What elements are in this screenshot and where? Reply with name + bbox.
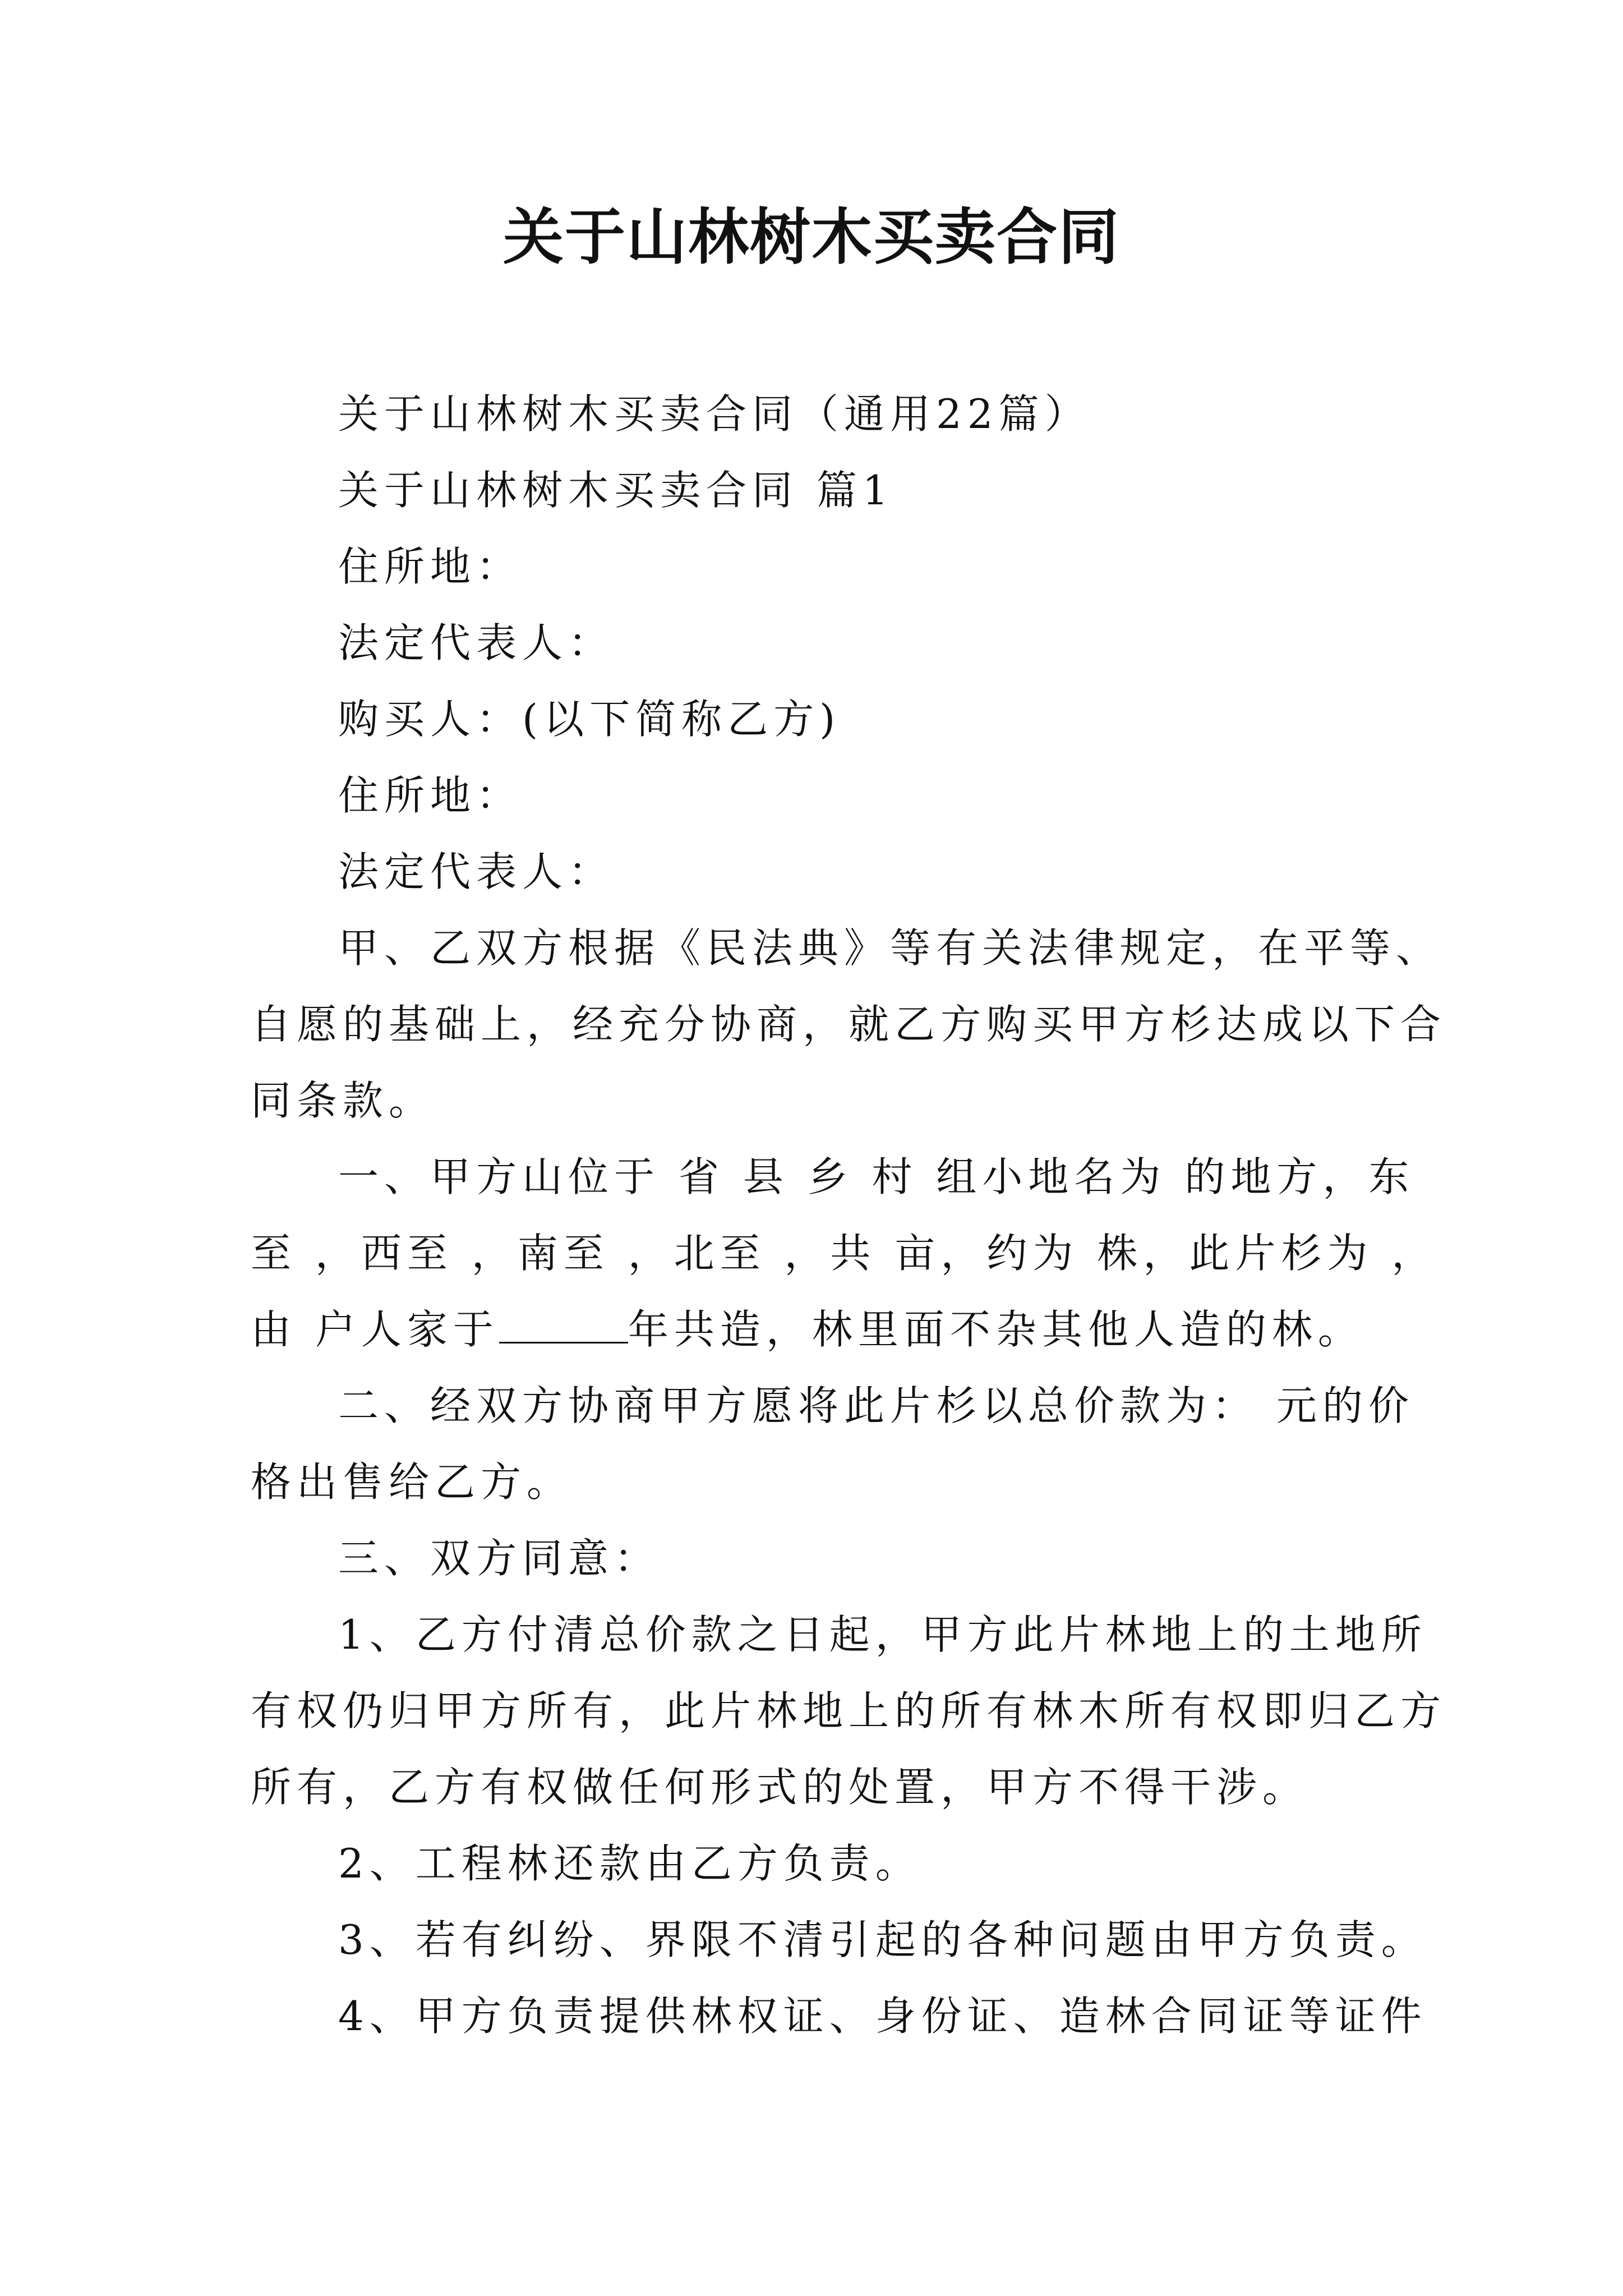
clause-3-item-3: 3、若有纠纷、界限不清引起的各种问题由甲方负责。 (338, 1916, 1427, 1963)
clause-3-item-1-line-2: 有权仍归甲方所有，此片林地上的所有林木所有权即归乙方 (251, 1687, 1447, 1734)
section-heading: 关于山林树木买卖合同 篇1 (338, 467, 894, 514)
clause-1-line-3 (251, 1291, 1384, 1368)
intro-line-2: 自愿的基础上，经充分协商，就乙方购买甲方杉达成以下合 (251, 1001, 1447, 1048)
field-residence-1: 住所地： (338, 543, 523, 590)
clause-1-line-2: 至 ，西至 ，南至 ，北至 ，共 亩，约为 株，此片杉为 ， (251, 1230, 1438, 1277)
document-subtitle: 关于山林树木买卖合同（通用22篇） (338, 390, 1091, 438)
document-body (251, 376, 1447, 2054)
intro-line-3: 同条款。 (251, 1077, 435, 1124)
clause-3-item-4: 4、甲方负责提供林权证、身份证、造林合同证等证件 (338, 1993, 1427, 2040)
clause-3-item-1-line-3: 所有，乙方有权做任何形式的处置，甲方不得干涉。 (251, 1764, 1309, 1811)
clause-1-line-3-after: 年共造，林里面不杂其他人造的林。 (628, 1306, 1364, 1353)
field-buyer: 购买人：(以下简称乙方) (338, 696, 841, 743)
field-residence-2: 住所地： (338, 772, 523, 819)
field-legal-rep-2: 法定代表人： (338, 848, 615, 895)
clause-2-line-2: 格出售给乙方。 (251, 1458, 573, 1506)
document-title: 关于山林树木买卖合同 (502, 202, 1120, 273)
clause-3-item-1-line-1: 1、乙方付清总价款之日起，甲方此片林地上的土地所 (338, 1611, 1427, 1658)
clause-1-line-3-before: 由 户人家于 (251, 1306, 499, 1353)
field-legal-rep-1: 法定代表人： (338, 619, 615, 666)
clause-2-line-1: 二、经双方协商甲方愿将此片杉以总价款为： 元的价 (338, 1382, 1414, 1429)
year-blank (499, 1308, 628, 1343)
clause-1-line-1: 一、甲方山位于 省 县 乡 村 组小地名为 的地方，东 (338, 1153, 1415, 1200)
clause-3-heading: 三、双方同意： (338, 1535, 661, 1582)
clause-3-item-2: 2、工程林还款由乙方负责。 (338, 1840, 921, 1887)
intro-line-1: 甲、乙双方根据《民法典》等有关法律规定，在平等、 (338, 924, 1442, 972)
